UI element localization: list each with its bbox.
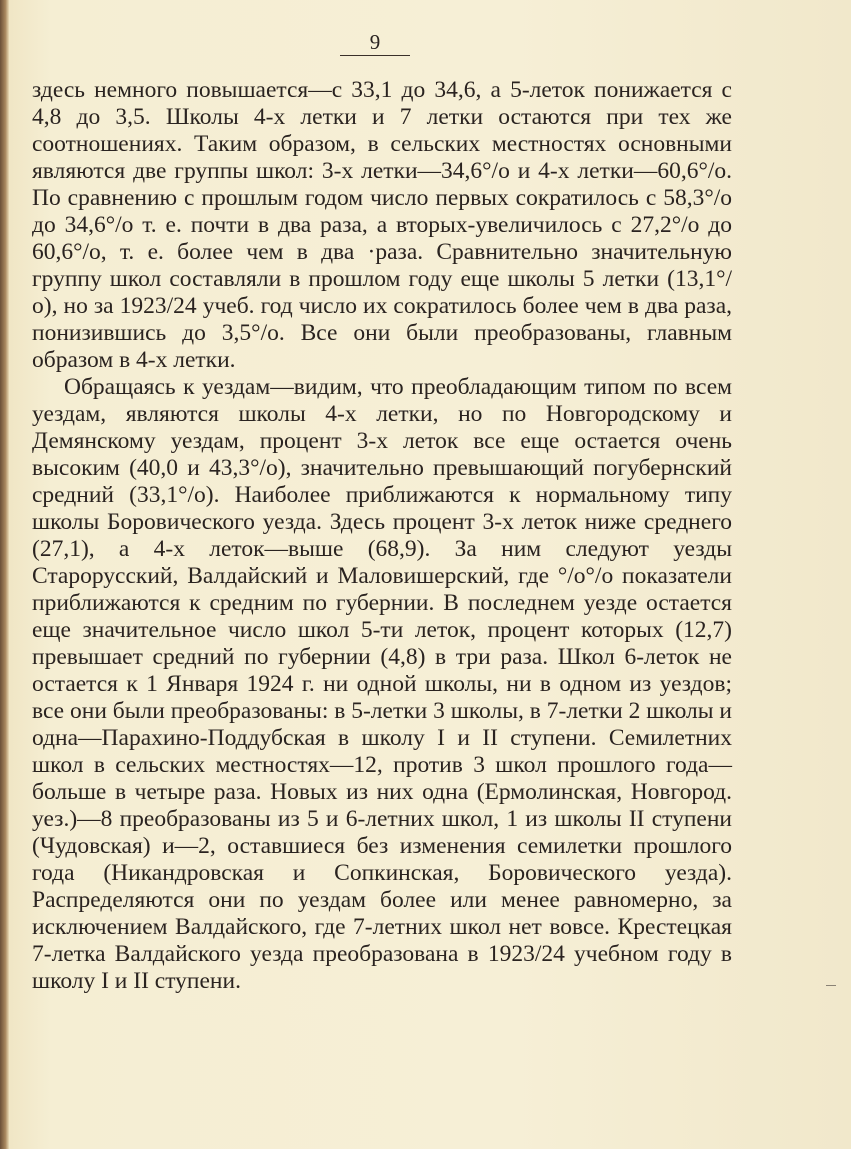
body-text [32, 77, 732, 995]
margin-mark [826, 985, 836, 986]
page-binding-edge [0, 0, 9, 1149]
page-number: 9 [369, 30, 381, 54]
page-number-rule [340, 55, 410, 56]
paragraph-1: здесь немного повышается—с 33,1 до 34,6, а 5-леток понижается с 4,8 до 3,5. Школы 4-х летки и 7 летки остаются при тех же соотношениях. Таким образом, в сельских местностях основными являются две группы школ: 3-х летки—34,6°/о и 4-х летки—60,6°/о. По сравнению с прошлым годом число первых сократилось с 58,3°/о до 34,6°/о т. е. почти в два раза, а вторых-увеличилось с 27,2°/о до 60,6°/о, т. е. более чем в два ·раза. Сравнительно значительную группу школ составляли в прошлом году еще школы 5 летки (13,1°/о), но за 1923/24 учеб. год число их сократилось более чем в два раза, понизившись до 3,5°/о. Все они были преобразованы, главным образом в 4-х летки. [32, 77, 732, 373]
paragraph-2: Обращаясь к уездам—видим, что преобладающим типом по всем уездам, являются школы 4-х летки, но по Новгородскому и Демянскому уездам, процент 3-х леток все еще остается очень высоким (40,0 и 43,3°/о), значительно превышающий погубернский средний (33,1°/о). Наиболее приближаются к нормальному типу школы Боровичеcкого уезда. Здесь процент 3-х леток ниже среднего (27,1), а 4-х леток—выше (68,9). За ним следуют уезды Старорусский, Валдайский и Маловишерский, где °/о°/о показатели приближаются к средним по губернии. В последнем уезде остается еще значительное число школ 5-ти леток, процент которых (12,7) превышает средний по губернии (4,8) в три раза. Школ 6-леток не остается к 1 Января 1924 г. ни одной школы, ни в одном из уездов; все они были преобразованы: в 5-летки 3 школы, в 7-летки 2 школы и одна—Парахино-Поддубская в школу I и II ступени. Семилетних школ в сельских местностях—12, против 3 школ прошлого года—больше в четыре раза. Новых из них одна (Ермолинская, Новгород. уез.)—8 преобразованы из 5 и 6-летних школ, 1 из школы II ступени (Чудовская) и—2, оставшиеся без изменения семилетки прошлого года (Никандровская и Сопкинская, Боровичеcкого уезда). Распределяются они по уездам более или менее равномерно, за исключением Валдайского, где 7-летних школ нет вовсе. Крестецкая 7-летка Валдайского уезда преобразована в 1923/24 учебном году в школу I и II ступени. [32, 374, 732, 994]
